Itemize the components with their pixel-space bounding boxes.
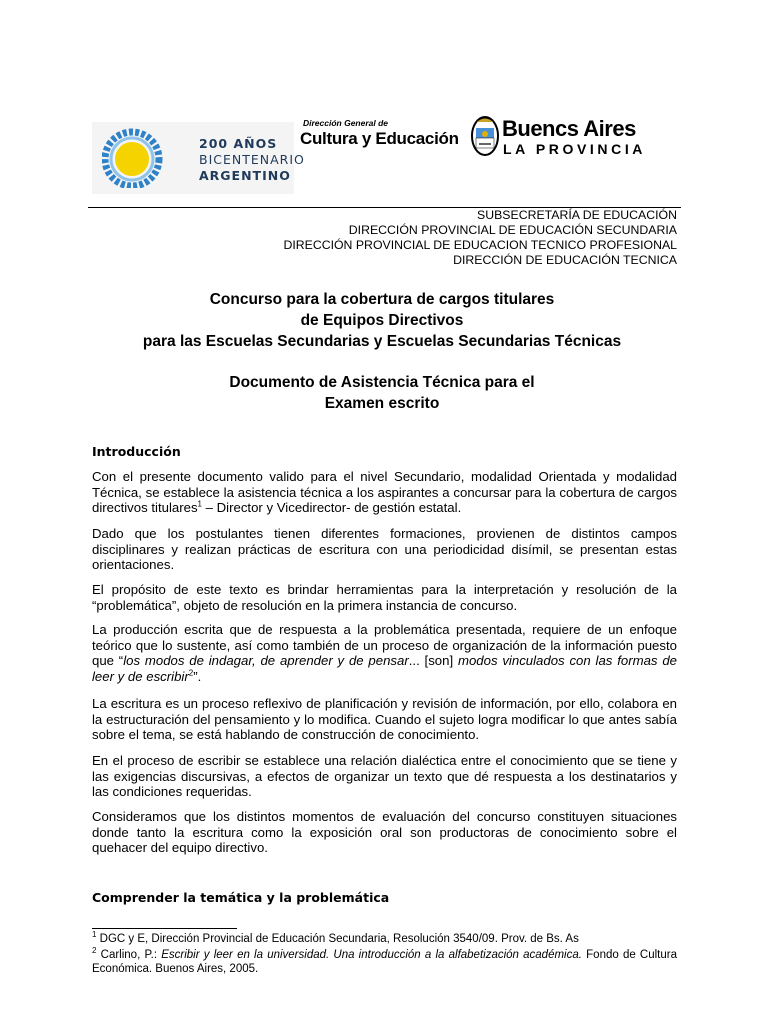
bicentenario-line1: 200 AÑOS bbox=[199, 136, 278, 151]
footnote-text: DGC y E, Dirección Provincial de Educación Secundaria, Resolución 3540/09. Prov. de Bs. As bbox=[96, 933, 579, 945]
quote-text: los modos de indagar, de aprender y de pensar bbox=[123, 653, 409, 668]
footnote-book-title: Escribir y leer en la universidad. Una introducción a la alfabetización académica. bbox=[161, 949, 582, 961]
paragraph-text: La producción escrita que de respuesta a la problemática presentada, requiere de un enfoque teórico que lo sustente, así como también de un proceso de organización de la información puesto que “ bbox=[92, 622, 677, 668]
cultura-logo-small-text: Dirección General de bbox=[303, 118, 389, 128]
cultura-logo-big-text: Cultura y Educación bbox=[300, 129, 459, 148]
title-line-1: Concurso para la cobertura de cargos titulares bbox=[209, 291, 555, 308]
header-line: DIRECCIÓN PROVINCIAL DE EDUCACIÓN SECUNDARIA bbox=[348, 223, 677, 237]
document-subtitle bbox=[90, 372, 674, 414]
paragraph: La escritura es un proceso reflexivo de planificación y revisión de información, por ello, colabora en la estructuración del pensamiento y lo modifica. Cuando el sujeto logra modificar lo que antes sabía sobre el tema, se está hablando de construcción de conocimiento. bbox=[92, 696, 677, 742]
paragraph: Consideramos que los distintos momentos de evaluación del concurso constituyen situaciones donde tanto la escritura como la exposición oral son productoras de conocimiento sobre el quehacer del equipo directivo. bbox=[92, 809, 677, 855]
paragraph bbox=[92, 622, 677, 684]
institution-header bbox=[283, 208, 677, 268]
buenos-aires-logo-title: Buencs Aires bbox=[502, 116, 636, 141]
footnote-2 bbox=[92, 948, 677, 976]
paragraph: En el proceso de escribir se establece una relación dialéctica entre el conocimiento que se tiene y las exigencias discursivas, a efectos de organizar un texto que dé respuesta a los destinatarios y las condiciones requeridas. bbox=[92, 753, 677, 799]
paragraph-text: – Director y Vicedirector- de gestión estatal. bbox=[202, 500, 462, 515]
title-line-3: para las Escuelas Secundarias y Escuelas Secundarias Técnicas bbox=[142, 333, 622, 350]
shield-icon bbox=[470, 114, 500, 158]
cultura-educacion-logo bbox=[300, 118, 462, 154]
subtitle-line-2: Examen escrito bbox=[324, 395, 440, 412]
bicentenario-line2: BICENTENARIO bbox=[199, 152, 305, 167]
buenos-aires-logo-subtitle: LA PROVINCIA bbox=[503, 141, 647, 157]
paragraph-text: Con el presente documento valido para el nivel Secundario, modalidad Orientada y modalidad Técnica, se establece la asistencia técnica a los aspirantes a concursar para la cobertura de cargos directivos titulares bbox=[92, 469, 677, 515]
bicentenario-sun-icon bbox=[102, 128, 192, 188]
footnote-number: 2 bbox=[92, 946, 97, 956]
paragraph: Dado que los postulantes tienen diferentes formaciones, provienen de distintos campos disciplinares y realizan prácticas de escritura con una periodicidad disímil, se presentan estas orientaciones. bbox=[92, 526, 677, 572]
paragraph-text: ... [son] bbox=[408, 653, 458, 668]
subtitle-line-1: Documento de Asistencia Técnica para el bbox=[229, 374, 535, 391]
footnote-text: Carlino, P.: bbox=[96, 949, 162, 961]
footnote-text: Fondo de Cultura Económica. Buenos Aires, 2005. bbox=[92, 949, 677, 975]
bicentenario-line3: ARGENTINO bbox=[199, 168, 291, 183]
title-line-2: de Equipos Directivos bbox=[300, 312, 464, 329]
paragraph bbox=[92, 469, 677, 516]
bicentenario-logo bbox=[92, 122, 305, 194]
footnote-number: 1 bbox=[92, 930, 97, 940]
section-heading-introduccion: Introducción bbox=[92, 444, 181, 459]
header-line: DIRECCIÓN PROVINCIAL DE EDUCACION TECNICO PROFESIONAL bbox=[283, 238, 677, 252]
footnote-1 bbox=[92, 932, 677, 946]
paragraph: El propósito de este texto es brindar herramientas para la interpretación y resolución de la “problemática”, objeto de resolución en la primera instancia de concurso. bbox=[92, 582, 677, 613]
footnote-ref: 2 bbox=[188, 668, 194, 678]
header-line: DIRECCIÓN DE EDUCACIÓN TECNICA bbox=[453, 253, 677, 267]
paragraph-text: ”. bbox=[193, 668, 202, 684]
buenos-aires-logo bbox=[470, 114, 660, 160]
section-heading-comprender: Comprender la temática y la problemática bbox=[92, 890, 390, 905]
header-line: SUBSECRETARÍA DE EDUCACIÓN bbox=[477, 208, 677, 222]
document-title bbox=[90, 289, 674, 352]
quote-text: modos vinculados con las formas de leer y de escribir bbox=[92, 653, 677, 684]
footnote-divider bbox=[92, 928, 237, 929]
footnote-ref: 1 bbox=[197, 499, 202, 509]
